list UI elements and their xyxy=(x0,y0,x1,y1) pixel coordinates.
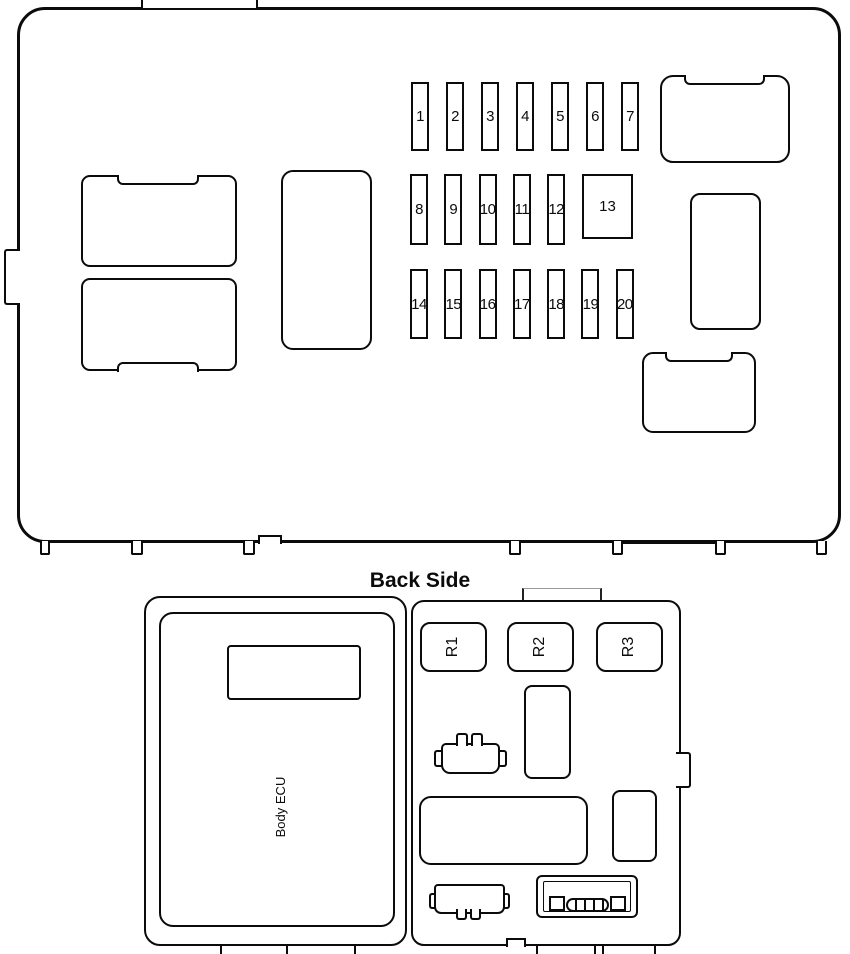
mid-relay-block xyxy=(524,685,571,779)
fuse-2: 2 xyxy=(446,82,464,151)
fuse-7: 7 xyxy=(621,82,639,151)
mount-foot xyxy=(612,541,623,555)
body-ecu-label: Body ECU xyxy=(273,776,288,838)
back-side-title: Back Side xyxy=(369,569,471,592)
relay-r1 xyxy=(420,622,487,672)
fuse-1: 1 xyxy=(411,82,429,151)
fuse-8: 8 xyxy=(410,174,428,245)
mount-foot-line xyxy=(354,944,356,954)
relay-block-left-top xyxy=(81,175,237,267)
fuse-12: 12 xyxy=(547,174,565,245)
fuse-20: 20 xyxy=(616,269,634,339)
mount-foot xyxy=(816,541,827,555)
mount-foot xyxy=(509,541,521,555)
fuse-16: 16 xyxy=(479,269,497,339)
relay-notch xyxy=(117,175,199,185)
fuse-row-1 xyxy=(411,82,639,151)
mount-foot xyxy=(40,541,50,555)
mount-foot-line xyxy=(594,944,596,954)
mount-foot xyxy=(715,541,726,555)
wide-block xyxy=(419,796,588,865)
connector-prong xyxy=(471,733,483,746)
fuse-11: 11 xyxy=(513,174,531,245)
mount-foot-line xyxy=(286,944,288,954)
fuse-row-2 xyxy=(410,174,565,245)
bottom-edge-bump xyxy=(258,535,282,544)
relay-r2-label: R2 xyxy=(531,636,549,658)
connector-body xyxy=(441,743,500,774)
connector-pin xyxy=(549,896,565,911)
relay-notch xyxy=(665,352,733,362)
fuse-3: 3 xyxy=(481,82,499,151)
connector-leg xyxy=(470,909,481,920)
fuse-row-3 xyxy=(410,269,634,339)
fuse-15: 15 xyxy=(444,269,462,339)
back-panel-right-notch xyxy=(676,752,691,788)
body-ecu-window xyxy=(227,645,361,700)
relay-notch xyxy=(684,75,765,85)
bottom-edge-bump xyxy=(506,938,526,947)
mount-foot xyxy=(243,541,255,555)
fuse-14: 14 xyxy=(410,269,428,339)
front-panel-top-tab xyxy=(141,0,258,9)
bottom-edge-segment xyxy=(618,540,721,544)
fuse-5: 5 xyxy=(551,82,569,151)
relay-r3 xyxy=(596,622,663,672)
fuse-17: 17 xyxy=(513,269,531,339)
relay-block-right-top xyxy=(660,75,790,163)
relay-block-right-bottom xyxy=(642,352,756,433)
fuse-6: 6 xyxy=(586,82,604,151)
mount-foot-line xyxy=(536,944,538,954)
connector-pin xyxy=(610,896,626,911)
fuse-4: 4 xyxy=(516,82,534,151)
relay-r3-label: R3 xyxy=(620,636,638,658)
fuse-18: 18 xyxy=(547,269,565,339)
center-block xyxy=(281,170,372,350)
right-mid-block xyxy=(690,193,761,330)
connector-rib-bar xyxy=(566,898,609,912)
mount-foot-line xyxy=(602,944,604,954)
mount-foot xyxy=(131,541,143,555)
relay-r2 xyxy=(507,622,574,672)
relay-r1-label: R1 xyxy=(444,636,462,658)
relay-notch xyxy=(117,362,199,372)
mount-foot-line xyxy=(220,944,222,954)
mount-foot-line xyxy=(654,944,656,954)
fuse-19: 19 xyxy=(581,269,599,339)
fuse-13: 13 xyxy=(582,174,633,239)
fuse-9: 9 xyxy=(444,174,462,245)
connector-leg xyxy=(456,909,467,920)
relay-block-left-bottom xyxy=(81,278,237,371)
narrow-block xyxy=(612,790,657,862)
connector-prong xyxy=(456,733,468,746)
fuse-10: 10 xyxy=(479,174,497,245)
front-panel-left-tab xyxy=(4,249,20,305)
